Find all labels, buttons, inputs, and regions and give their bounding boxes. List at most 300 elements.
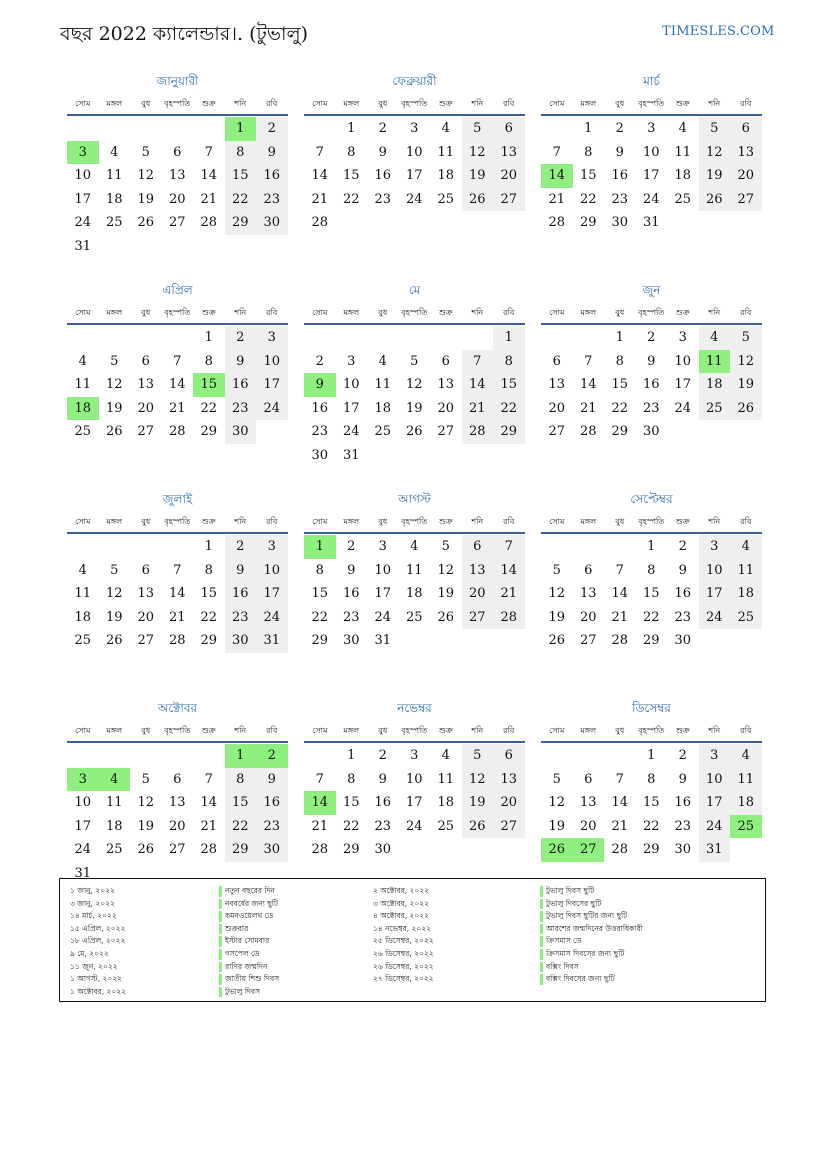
- weekday-label: বৃহস্পতি: [638, 308, 665, 317]
- weekday-label: শনি: [471, 308, 484, 317]
- day-cell: 5: [141, 144, 150, 160]
- day-cell: 12: [548, 586, 566, 601]
- legend-date: ১ জানু, ২০২২: [70, 886, 115, 895]
- weekday-label: বৃহস্পতি: [164, 726, 191, 735]
- weekday-label: শুক্র: [675, 517, 690, 526]
- day-cell: 9: [378, 144, 387, 160]
- day-cell: 2: [678, 748, 687, 763]
- legend-date: ২৬ ডিসেম্বর, ২০২২: [373, 948, 434, 958]
- day-cell: 14: [311, 168, 329, 183]
- week-row: [541, 629, 762, 653]
- weekday-label: রবি: [503, 726, 515, 735]
- legend-date: ১ আগস্ট, ২০২২: [70, 974, 122, 984]
- legend-holiday-name: আরশের জন্মদিনের উত্তরাধিকারী: [540, 923, 643, 936]
- day-cell: 28: [168, 633, 186, 648]
- empty-day-cell: [336, 326, 368, 350]
- day-cell: 25: [730, 606, 762, 630]
- month-name: ফেব্রুয়ারী: [392, 74, 437, 88]
- day-cell: 10: [405, 144, 423, 160]
- week-row: [541, 350, 762, 374]
- week-row: [67, 535, 288, 559]
- day-cell: 29: [311, 633, 329, 648]
- weekday-label: শুক্র: [438, 99, 453, 108]
- day-cell: 20: [137, 609, 155, 625]
- day-cell: 26: [137, 842, 155, 857]
- week-row: [67, 815, 288, 839]
- day-cell: 4: [678, 121, 687, 136]
- day-cell: 14: [168, 377, 186, 392]
- weekday-label: রবি: [740, 517, 752, 526]
- day-cell: 16: [374, 168, 392, 183]
- day-cell: 23: [674, 609, 692, 625]
- day-cell: 17: [642, 168, 660, 183]
- day-cell: 3: [67, 141, 99, 165]
- day-cell: 14: [611, 795, 629, 810]
- day-cell: 12: [548, 795, 566, 810]
- empty-day-cell: [399, 629, 431, 653]
- month-name: মে: [408, 283, 421, 297]
- day-cell: 18: [674, 168, 692, 183]
- day-cell: 25: [437, 818, 455, 834]
- day-cell: 28: [200, 215, 218, 230]
- day-cell: 7: [315, 771, 324, 787]
- day-cell: 27: [493, 815, 525, 839]
- weekday-label: বুধ: [615, 726, 625, 735]
- day-cell: 7: [552, 144, 561, 160]
- day-cell: 26: [541, 838, 573, 862]
- empty-day-cell: [462, 211, 494, 235]
- day-cell: 15: [493, 373, 525, 397]
- month-name: সেপ্টেম্বর: [630, 492, 673, 506]
- day-cell: 26: [462, 815, 494, 839]
- week-row: [304, 744, 525, 768]
- day-cell: 23: [674, 818, 692, 834]
- weekday-header: [304, 721, 525, 743]
- day-cell: 8: [347, 771, 356, 787]
- legend-holiday-name: ইস্টার সোমবার: [219, 935, 279, 948]
- day-cell: 5: [552, 562, 561, 578]
- day-cell: 21: [168, 609, 186, 625]
- day-cell: 9: [256, 768, 288, 792]
- empty-day-cell: [604, 744, 636, 768]
- day-cell: 11: [374, 377, 392, 392]
- day-cell: 22: [342, 818, 360, 834]
- day-cell: 14: [579, 377, 597, 392]
- month-name: আগস্ট: [398, 492, 431, 506]
- empty-day-cell: [730, 211, 762, 235]
- week-row: [67, 326, 288, 350]
- day-cell: 22: [311, 609, 329, 625]
- empty-day-cell: [730, 420, 762, 444]
- day-cell: 31: [699, 838, 731, 862]
- empty-day-cell: [462, 444, 494, 468]
- day-cell: 5: [410, 353, 419, 369]
- day-cell: 17: [699, 791, 731, 815]
- day-cell: 31: [74, 238, 92, 254]
- day-cell: 28: [611, 633, 629, 648]
- weekday-label: মঙ্গল: [106, 726, 123, 735]
- day-cell: 16: [225, 582, 257, 606]
- empty-day-cell: [399, 444, 431, 468]
- week-row: [304, 420, 525, 444]
- day-cell: 27: [437, 424, 455, 439]
- week-row: [67, 211, 288, 235]
- weekday-label: সোম: [549, 726, 565, 735]
- day-cell: 17: [342, 400, 360, 416]
- month-block: [304, 697, 525, 906]
- day-cell: 9: [678, 771, 687, 787]
- day-cell: 14: [493, 559, 525, 583]
- day-cell: 6: [584, 562, 593, 578]
- day-cell: 9: [615, 144, 624, 160]
- empty-day-cell: [430, 444, 462, 468]
- day-cell: 16: [225, 373, 257, 397]
- day-cell: 29: [493, 420, 525, 444]
- day-cell: 20: [493, 791, 525, 815]
- weekday-label: শুক্র: [201, 726, 216, 735]
- empty-day-cell: [573, 535, 605, 559]
- day-cell: 13: [137, 586, 155, 601]
- day-cell: 14: [168, 586, 186, 601]
- day-cell: 10: [699, 559, 731, 583]
- day-cell: 12: [437, 562, 455, 578]
- day-cell: 2: [378, 748, 387, 763]
- weekday-label: সোম: [312, 308, 328, 317]
- weekday-label: বৃহস্পতি: [638, 517, 665, 526]
- day-cell: 15: [579, 168, 597, 183]
- day-cell: 23: [311, 424, 329, 439]
- week-row: [67, 350, 288, 374]
- weekday-label: রবি: [266, 726, 278, 735]
- day-cell: 27: [168, 215, 186, 230]
- day-cell: 30: [642, 424, 660, 439]
- weekday-label: সোম: [312, 517, 328, 526]
- day-cell: 26: [105, 633, 123, 648]
- legend-date: ১৫ এপ্রিল, ২০২২: [70, 923, 126, 933]
- day-cell: 28: [311, 842, 329, 857]
- weekday-label: বৃহস্পতি: [638, 726, 665, 735]
- weekday-label: সোম: [312, 726, 328, 735]
- weekday-label: শুক্র: [201, 517, 216, 526]
- day-cell: 10: [642, 144, 660, 160]
- day-cell: 8: [315, 562, 324, 578]
- week-row: [67, 559, 288, 583]
- day-cell: 19: [105, 609, 123, 625]
- weekday-label: বুধ: [615, 308, 625, 317]
- day-cell: 6: [493, 117, 525, 141]
- weekday-label: মঙ্গল: [343, 99, 360, 108]
- day-cell: 18: [67, 397, 99, 421]
- legend-holiday-name: বক্সিং দিবস: [540, 961, 643, 974]
- weekday-label: মঙ্গল: [580, 517, 597, 526]
- day-cell: 7: [204, 771, 213, 787]
- day-cell: 7: [173, 562, 182, 578]
- weekday-label: মঙ্গল: [580, 726, 597, 735]
- week-row: [67, 235, 288, 259]
- weekday-label: রবি: [503, 517, 515, 526]
- day-cell: 7: [584, 353, 593, 369]
- day-cell: 14: [200, 168, 218, 183]
- month-name: অক্টোবর: [157, 701, 198, 715]
- weekday-label: রবি: [503, 308, 515, 317]
- day-cell: 7: [615, 771, 624, 787]
- week-row: [304, 582, 525, 606]
- empty-day-cell: [699, 211, 731, 235]
- legend-holiday-name: টুভালু দিবসের ছুটি: [540, 898, 643, 911]
- day-cell: 14: [541, 164, 573, 188]
- day-cell: 21: [311, 818, 329, 834]
- day-cell: 4: [78, 562, 87, 578]
- weekday-label: মঙ্গল: [343, 517, 360, 526]
- day-cell: 2: [315, 353, 324, 369]
- day-cell: 24: [699, 606, 731, 630]
- empty-day-cell: [493, 838, 525, 862]
- day-cell: 31: [342, 447, 360, 463]
- day-cell: 10: [256, 559, 288, 583]
- day-cell: 11: [674, 144, 692, 160]
- legend-holiday-name: শুক্রবার: [219, 923, 279, 936]
- week-row: [304, 141, 525, 165]
- day-cell: 27: [462, 606, 494, 630]
- day-cell: 5: [552, 771, 561, 787]
- empty-day-cell: [162, 326, 194, 350]
- day-cell: 23: [225, 397, 257, 421]
- day-cell: 21: [200, 818, 218, 834]
- day-cell: 12: [405, 377, 423, 392]
- day-cell: 31: [374, 633, 392, 648]
- day-cell: 7: [173, 353, 182, 369]
- weekday-label: শনি: [234, 517, 247, 526]
- day-cell: 7: [204, 144, 213, 160]
- day-cell: 29: [342, 842, 360, 857]
- day-cell: 11: [405, 562, 423, 578]
- day-cell: 13: [548, 377, 566, 392]
- day-cell: 26: [405, 424, 423, 439]
- calendar-grid: [67, 70, 763, 906]
- day-cell: 10: [74, 168, 92, 183]
- legend-holiday-name: রাণির জন্মদিন: [219, 961, 279, 974]
- day-cell: 6: [173, 771, 182, 787]
- day-cell: 25: [74, 424, 92, 439]
- day-cell: 24: [699, 815, 731, 839]
- empty-day-cell: [399, 838, 431, 862]
- day-cell: 27: [168, 842, 186, 857]
- day-cell: 19: [548, 609, 566, 625]
- week-row: [67, 582, 288, 606]
- empty-day-cell: [304, 326, 336, 350]
- weekday-label: বুধ: [378, 726, 388, 735]
- day-cell: 5: [462, 117, 494, 141]
- day-cell: 30: [256, 211, 288, 235]
- empty-day-cell: [336, 211, 368, 235]
- day-cell: 3: [699, 535, 731, 559]
- site-link[interactable]: TIMESLES.COM: [662, 24, 775, 39]
- day-cell: 30: [342, 633, 360, 648]
- week-row: [541, 397, 762, 421]
- day-cell: 24: [642, 191, 660, 207]
- weekday-label: শনি: [708, 517, 721, 526]
- day-cell: 4: [441, 121, 450, 136]
- empty-day-cell: [99, 326, 131, 350]
- day-cell: 1: [204, 330, 213, 345]
- legend-holiday-name: কমনওয়েলথ ডে: [219, 910, 279, 923]
- day-cell: 23: [642, 400, 660, 416]
- weekday-label: বুধ: [615, 517, 625, 526]
- legend-date: ২৭ ডিসেম্বর, ২০২২: [373, 974, 434, 984]
- legend-holiday-name: ক্রিসমাস ডে: [540, 935, 643, 948]
- weekday-label: শুক্র: [675, 99, 690, 108]
- day-cell: 16: [256, 791, 288, 815]
- day-cell: 6: [441, 353, 450, 369]
- day-cell: 9: [347, 562, 356, 578]
- day-cell: 8: [584, 144, 593, 160]
- weekday-header: [304, 303, 525, 325]
- day-cell: 27: [137, 424, 155, 439]
- day-cell: 15: [193, 373, 225, 397]
- week-row: [541, 326, 762, 350]
- day-cell: 11: [730, 768, 762, 792]
- weekday-label: শুক্র: [201, 99, 216, 108]
- day-cell: 15: [611, 377, 629, 392]
- empty-day-cell: [67, 744, 99, 768]
- day-cell: 17: [674, 377, 692, 392]
- week-row: [304, 791, 525, 815]
- day-cell: 31: [642, 215, 660, 230]
- week-row: [304, 326, 525, 350]
- empty-day-cell: [573, 326, 605, 350]
- weekday-label: বৃহস্পতি: [164, 517, 191, 526]
- day-cell: 4: [378, 353, 387, 369]
- legend-holiday-name: ক্রিসমাস দিবসের জন্য ছুটি: [540, 948, 643, 961]
- day-cell: 15: [342, 168, 360, 183]
- empty-day-cell: [256, 235, 288, 259]
- weekday-label: সোম: [549, 99, 565, 108]
- month-block: [304, 488, 525, 697]
- empty-day-cell: [430, 629, 462, 653]
- day-cell: 26: [699, 188, 731, 212]
- day-cell: 20: [168, 818, 186, 834]
- legend-date: ৪ অক্টোবর, ২০২২: [373, 911, 430, 921]
- empty-day-cell: [256, 420, 288, 444]
- week-row: [541, 535, 762, 559]
- day-cell: 8: [204, 562, 213, 578]
- empty-day-cell: [130, 235, 162, 259]
- day-cell: 6: [173, 144, 182, 160]
- weekday-label: মঙ্গল: [106, 517, 123, 526]
- day-cell: 1: [225, 117, 257, 141]
- day-cell: 12: [105, 586, 123, 601]
- month-name: মার্চ: [643, 74, 660, 88]
- week-row: [304, 117, 525, 141]
- weekday-label: শুক্র: [675, 308, 690, 317]
- day-cell: 30: [611, 215, 629, 230]
- day-cell: 2: [225, 535, 257, 559]
- week-row: [304, 444, 525, 468]
- day-cell: 4: [410, 539, 419, 554]
- week-row: [304, 535, 525, 559]
- day-cell: 27: [730, 188, 762, 212]
- day-cell: 22: [642, 818, 660, 834]
- week-row: [67, 373, 288, 397]
- week-row: [304, 397, 525, 421]
- day-cell: 29: [200, 633, 218, 648]
- day-cell: 24: [256, 397, 288, 421]
- day-cell: 20: [168, 191, 186, 207]
- weekday-label: রবি: [740, 99, 752, 108]
- day-cell: 23: [256, 815, 288, 839]
- weekday-label: বৃহস্পতি: [401, 517, 428, 526]
- day-cell: 16: [342, 586, 360, 601]
- weekday-label: রবি: [266, 99, 278, 108]
- empty-day-cell: [367, 326, 399, 350]
- weekday-label: বুধ: [141, 517, 151, 526]
- day-cell: 8: [225, 768, 257, 792]
- empty-day-cell: [367, 211, 399, 235]
- day-cell: 25: [699, 397, 731, 421]
- empty-day-cell: [730, 838, 762, 862]
- legend-holiday-name: নববর্ষের জন্য ছুটি: [219, 898, 279, 911]
- empty-day-cell: [430, 326, 462, 350]
- week-row: [67, 629, 288, 653]
- day-cell: 7: [462, 350, 494, 374]
- day-cell: 15: [342, 795, 360, 810]
- day-cell: 12: [730, 350, 762, 374]
- empty-day-cell: [667, 211, 699, 235]
- day-cell: 23: [225, 606, 257, 630]
- day-cell: 16: [256, 164, 288, 188]
- empty-day-cell: [67, 326, 99, 350]
- week-row: [304, 188, 525, 212]
- day-cell: 16: [674, 586, 692, 601]
- weekday-label: শুক্র: [675, 726, 690, 735]
- day-cell: 6: [584, 771, 593, 787]
- weekday-label: শনি: [471, 726, 484, 735]
- weekday-header: [541, 303, 762, 325]
- day-cell: 22: [342, 191, 360, 207]
- day-cell: 11: [105, 795, 123, 810]
- empty-day-cell: [130, 535, 162, 559]
- day-cell: 19: [137, 191, 155, 207]
- legend-holiday-name: বক্সিং দিবসের জন্য ছুটি: [540, 973, 643, 986]
- empty-day-cell: [699, 420, 731, 444]
- week-row: [67, 838, 288, 862]
- day-cell: 30: [225, 629, 257, 653]
- day-cell: 8: [347, 144, 356, 160]
- day-cell: 9: [256, 141, 288, 165]
- empty-day-cell: [399, 326, 431, 350]
- day-cell: 27: [493, 188, 525, 212]
- weekday-header: [67, 303, 288, 325]
- day-cell: 28: [611, 842, 629, 857]
- weekday-label: বুধ: [378, 308, 388, 317]
- day-cell: 26: [137, 215, 155, 230]
- day-cell: 28: [168, 424, 186, 439]
- day-cell: 24: [256, 606, 288, 630]
- day-cell: 23: [342, 609, 360, 625]
- legend-date: ৩ জানু, ২০২২: [70, 898, 115, 908]
- day-cell: 18: [437, 168, 455, 183]
- day-cell: 19: [548, 818, 566, 834]
- legend-dates-column-1: [70, 885, 126, 998]
- empty-day-cell: [193, 744, 225, 768]
- day-cell: 15: [225, 164, 257, 188]
- day-cell: 11: [437, 144, 455, 160]
- day-cell: 20: [579, 609, 597, 625]
- day-cell: 1: [647, 748, 656, 763]
- day-cell: 21: [611, 818, 629, 834]
- day-cell: 9: [647, 353, 656, 369]
- day-cell: 29: [642, 842, 660, 857]
